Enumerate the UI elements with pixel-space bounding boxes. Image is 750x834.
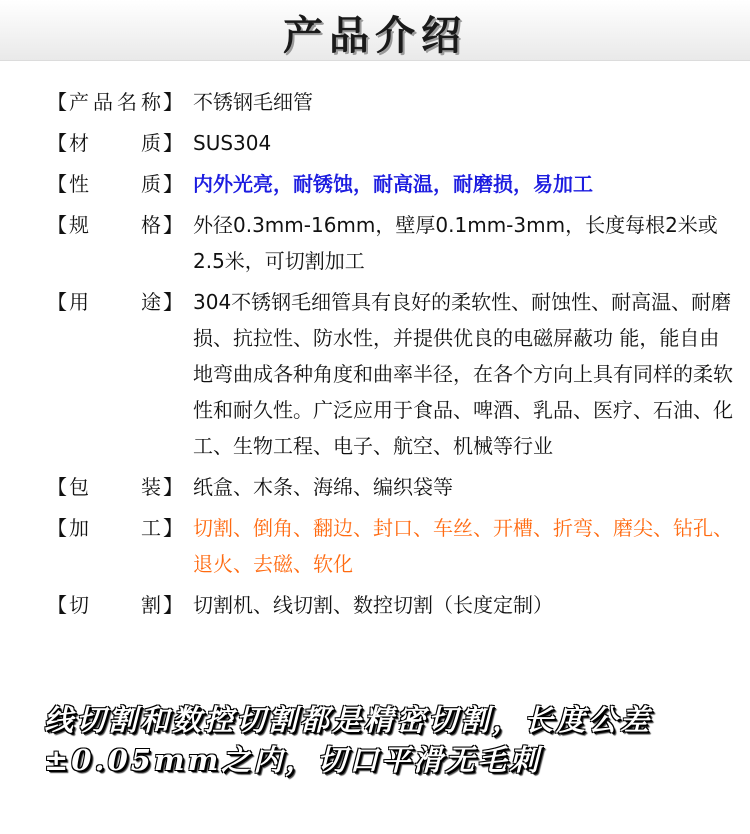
spec-label-char: 包	[69, 475, 89, 499]
spec-label-char: 格	[141, 213, 161, 237]
spec-row-usage	[47, 286, 737, 464]
spec-value: 纸盒、木条、海绵、编织袋等	[193, 475, 453, 499]
spec-label-text	[67, 471, 163, 503]
spec-label-char: 装	[141, 475, 161, 499]
spec-label-char: 割	[141, 593, 161, 617]
header-bar	[0, 0, 750, 61]
spec-label-char: 加	[69, 516, 89, 540]
spec-label-text	[67, 209, 163, 241]
spec-label: 【 材 质 】	[47, 127, 193, 159]
spec-value: 外径0.3mm-16mm，壁厚0.1mm-3mm，长度每根2米或2.5米，可切割加工	[193, 213, 718, 273]
spec-label-char: 性	[69, 172, 89, 196]
spec-label-text	[67, 589, 163, 621]
spec-label-char: 用	[69, 290, 89, 314]
spec-row-processing	[47, 512, 737, 582]
spec-label-char: 名	[117, 90, 137, 114]
spec-row-product-name	[47, 86, 737, 120]
spec-label-char: 质	[141, 172, 161, 196]
spec-label-char: 产	[69, 90, 89, 114]
spec-label: 【 产 品 名 称 】	[47, 86, 193, 118]
spec-label-char: 切	[69, 593, 89, 617]
spec-label-char: 称	[141, 90, 161, 114]
spec-label: 【 用 途 】	[47, 286, 193, 318]
spec-value: SUS304	[193, 131, 272, 155]
spec-row-cutting	[47, 589, 737, 623]
spec-label-char: 途	[141, 290, 161, 314]
spec-row-material	[47, 127, 737, 161]
spec-row-packaging	[47, 471, 737, 505]
spec-value: 切割、倒角、翻边、封口、车丝、开槽、折弯、磨尖、钻孔、退火、去磁、软化	[193, 516, 733, 576]
spec-row-specification	[47, 209, 737, 279]
spec-value: 304不锈钢毛细管具有良好的柔软性、耐蚀性、耐高温、耐磨损、抗拉性、防水性，并提供优良的电磁屏蔽功 能，能自由地弯曲成各种角度和曲率半径，在各个方向上具有同样的柔软性和耐久性。广泛应用于食品、啤酒、乳品、医疗、石油、化工、生物工程、电子、航空、机械等行业	[193, 290, 733, 458]
spec-label-char: 品	[93, 90, 113, 114]
spec-label-text	[67, 286, 163, 318]
spec-label-char: 工	[141, 516, 161, 540]
footer-note: 线切割和数控切割都是精密切割，长度公差±0.05mm之内，切口平滑无毛刺	[44, 703, 653, 777]
spec-label: 【 规 格 】	[47, 209, 193, 241]
spec-row-properties	[47, 168, 737, 202]
spec-label-char: 规	[69, 213, 89, 237]
spec-label-text	[67, 168, 163, 200]
spec-label: 【 切 割 】	[47, 589, 193, 621]
spec-label: 【 包 装 】	[47, 471, 193, 503]
page-title: 产品介绍	[283, 13, 467, 59]
spec-list	[47, 86, 737, 630]
spec-label: 【 性 质 】	[47, 168, 193, 200]
spec-label-char: 材	[69, 131, 89, 155]
spec-label-char: 质	[141, 131, 161, 155]
spec-label-text	[67, 512, 163, 544]
spec-value: 内外光亮，耐锈蚀，耐高温，耐磨损，易加工	[193, 172, 593, 196]
spec-label-text	[67, 86, 163, 118]
spec-value: 不锈钢毛细管	[193, 90, 313, 114]
spec-value: 切割机、线切割、数控切割（长度定制）	[193, 593, 553, 617]
spec-label: 【 加 工 】	[47, 512, 193, 544]
spec-label-text	[67, 127, 163, 159]
